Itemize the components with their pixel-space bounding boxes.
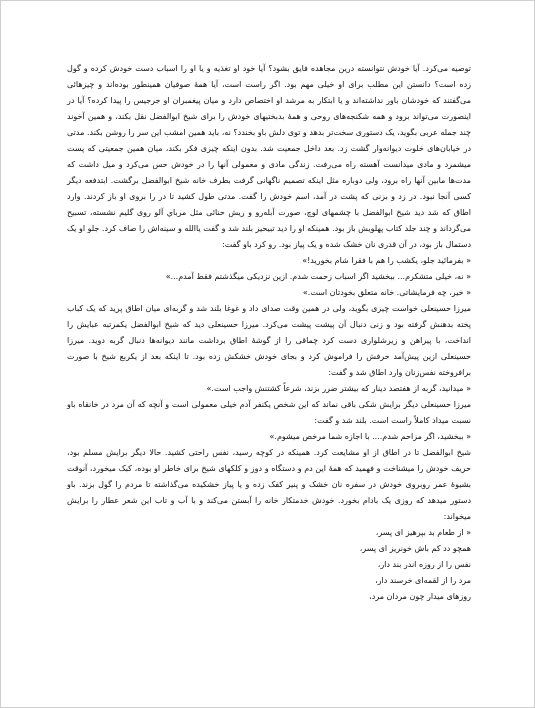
dialogue-line: « بفرمائید جلو، یکشب را هم با فقرا شام بخورید!» [302,256,471,265]
paragraph: شیخ ابوالفضل تا در اطاق از او مشایعت کرد. همینکه در کوچه رسید، نفس راحتی کشید. حالا دیگر برایش مسلم بود، حریف خودش را میشناخت و فهمید که همهٔ این دم و دستگاه و دوز و کلکهای شیخ برای خاطر او بوده، کبک میخورد، آنوقت بشیوهٔ عمر روبروی خودش در سفره نان خشک و پنیر کفک زده و یا پیاز خشکیده می‌گذاشته تا مردم را گول بزند. باو دستور میدهد که روزی یک بادام بخورد. خودش خدمتکار خانه را آبستن می‌کند و با آب و تاب این شعر عطار را برایش میخواند: [67,448,471,521]
dialogue-line: « نه، خیلی متشکرم... ببخشید اگر اسباب زحمت شدم. ازین نزدیکی میگذشتم فقط آمدم...» [165,272,471,281]
dialogue-line: « خیر، چه فرمایشاتی. خانه متعلق بخودتان است.» [302,288,471,297]
paragraph: میرزا حسینعلی دیگر برایش شکی باقی نماند که این شخص یکنفر آدم خیلی معمولی است و آنچه که آن مرد در خانقاه باو نسبت میداد کاملاً راست است. بلند شد و گفت: [67,400,471,425]
dialogue-line: « ببخشید، اگر مزاحم شدم.... با اجازه شما مرخص میشوم.» [269,432,471,441]
poem-line: مرد را از لقمه‌ای خرسند دار، [375,576,471,585]
paragraph: میرزا حسینعلی خواست چیزی بگوید، ولی در همین وقت صدای داد و غوغا بلند شد و گربه‌ای میان اطاق پرید که یک کباب پخته بدهنش گرفته بود و زنی دنبال آن پیشت پیشت می‌کرد. میرزا حسینعلی دید که شیخ ابوالفضل یکمرتبه عبایش را انداخت، با پیراهن و زیرشلواری دست کرد چماقی را از گوشهٔ اطاق برداشت مانند دیوانه‌ها دنبال گربه دوید. میرزا حسینعلی ازین پیش‌آمد حرفش را فراموش کرد و بجای خودش خشکش زده بود. تا اینکه بعد از یکربع شیخ با صورت برافروخته نفس‌زنان وارد اطاق شد و گفت: [67,304,471,377]
poem-line: نفس را از روزه اندر بند دار، [377,560,471,569]
poem-line: « از طعام بد بپرهیز ای پسر، [375,528,471,537]
poem-line: روزهای میدار چون مردان مرد، [369,592,471,601]
page-body [67,61,471,605]
poem-line: همچو دد کم باش خونریز ای پسر، [359,544,471,553]
paragraph: توصیه می‌کرد. آیا خودش نتوانسته درین مجاهده فایق بشود؟ آیا خود او تغذیه و یا او را اسباب دست خودش کرده و گول زده است؟ دانستن این مطلب برای او خیلی مهم بود. اگر راست است، آیا همهٔ صوفیان همینطور بوده‌اند و چیزهائی می‌گفتند که خودشان باور نداشته‌اند و یا ابتکار به مرشد او اختصاص دارد و میان پیغمبران او جرجیس را پیدا کرده؟ آیا در اینصورت می‌تواند برود و همه شکنجه‌های روحی و همهٔ بدبختیهای خودش را برای شیخ ابوالفضل نقل بکند، و همین آخوند چند جمله عربی بگوید، یک دستوری سخت‌تر بدهد و توی دلش باو بخندد؟ نه، باید همین امشب این سر را روشن بکند. مدتی در خیابان‌های خلوت دیوانه‌وار گشت زد. بعد داخل جمعیت شد. بدون اینکه چیزی فکر بکند، میان همین جمعیتی که پست میشمرد و مادی میدانست آهسته راه می‌رفت. زندگی مادی و معمولی آنها را در خودش حس می‌کرد و میل داشت که مدت‌ها مابین آنها راه برود، ولی دوباره مثل اینکه تصمیم ناگهانی گرفت بطرف خانه شیخ ابوالفضل برگشت. ابتدفعه دیگر کسی آنجا نبود. در زد و بزنی که پشت در آمد، اسم خودش را گفت. مدتی طول کشید تا در را بروی او باز کردند. وارد اطاق که شد دید شیخ ابوالفضل با چشمهای لوچ، صورت آبله‌رو و ریش حنائی مثل مرباي آلو روی گلیم نشسته، تسبیح می‌گرداند و چند جلد کتاب پهلویش باز بود. همینکه او را دید تبیحیز بلند شد و گفت یاالله و سینه‌اش را صاف کرد. جلو او یک دستمال باز بود، در آن قدری نان خشک شده و یک پیاز بود. رو کرد باو گفت: [67,64,471,249]
dialogue-line: « میدانید، گربه از هفتصد دینار که بیشتر ضرر بزند، شرعاً کشتنش واجب است.» [206,384,471,393]
